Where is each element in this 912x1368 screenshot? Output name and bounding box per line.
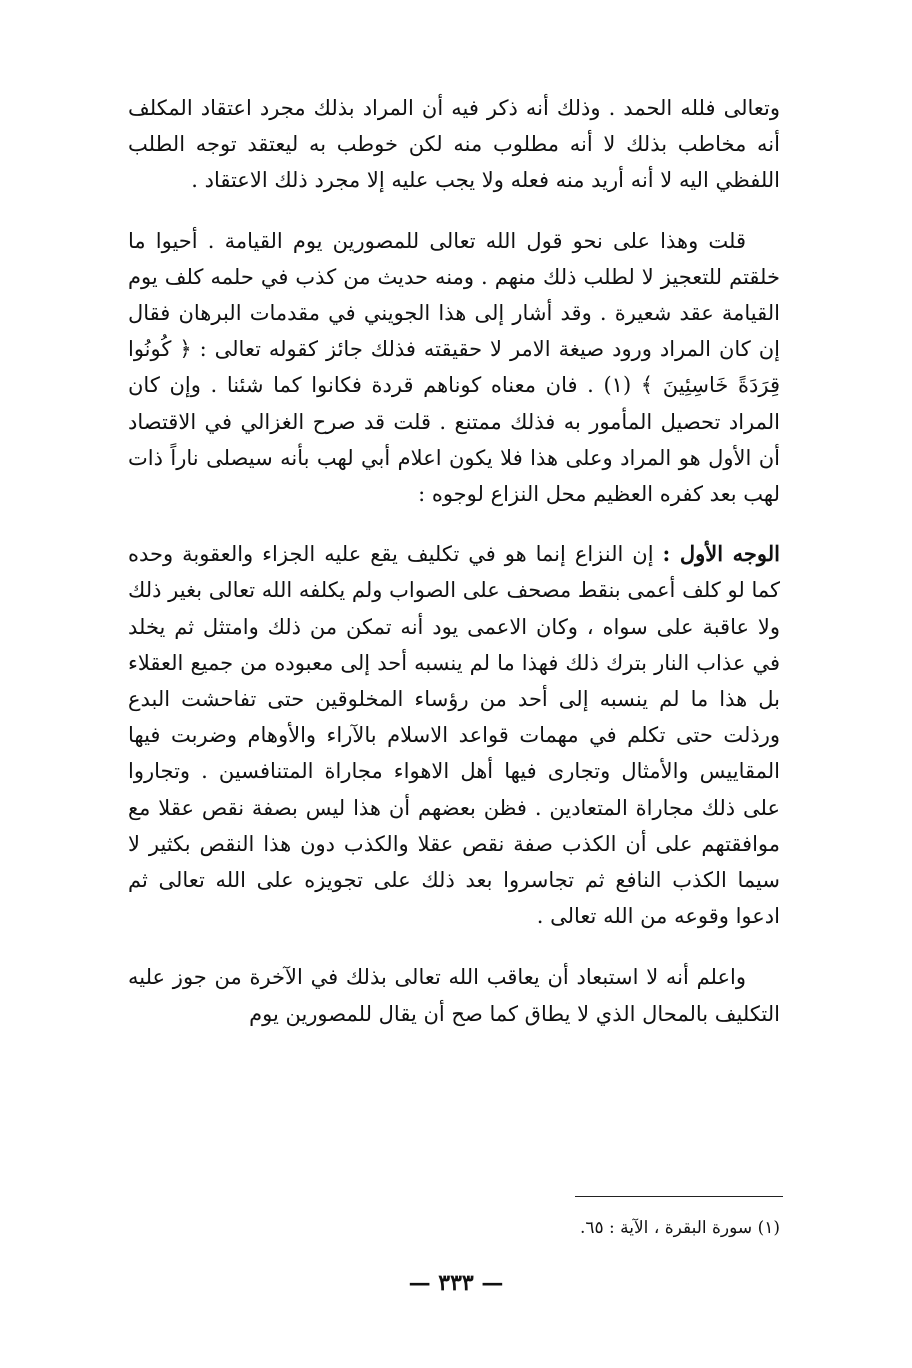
page-number: — ٣٣٣ —: [408, 1270, 504, 1296]
paragraph-3: [128, 536, 780, 934]
paragraph-3-lead: الوجه الأول :: [662, 541, 780, 567]
paragraph-1: وتعالى فلله الحمد . وذلك أنه ذكر فيه أن المراد بذلك مجرد اعتقاد المكلف أنه مخاطب بذلك لا أنه مطلوب منه لكن خوطب به ليعتقد توجه الطلب اللفظي اليه لا أنه أريد منه فعله ولا يجب عليه إلا مجرد ذلك الاعتقاد .: [128, 96, 780, 193]
paragraph-4: واعلم أنه لا استبعاد أن يعاقب الله تعالى بذلك في الآخرة من جوز عليه التكليف بالمحال الذي لا يطاق كما صح أن يقال للمصورين يوم: [128, 965, 780, 1026]
footnote-divider: [575, 1196, 783, 1197]
paragraph-3-body: إن النزاع إنما هو في تكليف يقع عليه الجزاء والعقوبة وحده كما لو كلف أعمى بنقط مصحف على الصواب ولم يكلفه الله تعالى بغير ذلك ولا عاقبة على سواه ، وكان الاعمى يود أنه تمكن من ذلك وامتثل ثم يخلد في عذاب النار بترك ذلك فهذا ما لم ينسبه أحد إلى معبوده من جميع العقلاء بل هذا ما لم ينسبه إلى أحد من رؤساء المخلوقين حتى تفاحشت البدع ورذلت حتى تكلم في مهمات قواعد الاسلام بالآراء والأوهام وضربت فيها المقاييس والأمثال وتجارى فيها أهل الاهواء مجاراة المتنافسين . وتجاروا على ذلك مجاراة المتعادين . فظن بعضهم أن هذا ليس بصفة نقص عقلا مع موافقتهم على أن الكذب صفة نقص عقلا والكذب دون هذا النقص بكثير لا سيما الكذب النافع ثم تجاسروا بعد ذلك على تجويزه على الله تعالى ثم ادعوا وقوعه من الله تعالى .: [128, 542, 780, 929]
page-body: [128, 90, 780, 1032]
paragraph-2: قلت وهذا على نحو قول الله تعالى للمصورين يوم القيامة . أحيوا ما خلقتم للتعجيز لا لطلب ذلك منهم . ومنه حديث من كذب في حلمه كلف يوم القيامة عقد شعيرة . وقد أشار إلى هذا الجويني في مقدمات البرهان فقال إن كان المراد ورود صيغة الامر لا حقيقته فذلك جائز كقوله تعالى : ﴿ كُونُوا قِرَدَةً خَاسِئِينَ ﴾ (١) . فان معناه كوناهم قردة فكانوا كما شئنا . وإن كان المراد تحصيل المأمور به فذلك ممتنع . قلت قد صرح الغزالي في الاقتصاد أن الأول هو المراد وعلى هذا فلا يكون اعلام أبي لهب بأنه سيصلى ناراً ذات لهب بعد كفره العظيم محل النزاع لوجوه :: [128, 228, 780, 507]
footnote: (١) سورة البقرة ، الآية : ٦٥.: [579, 1218, 780, 1238]
